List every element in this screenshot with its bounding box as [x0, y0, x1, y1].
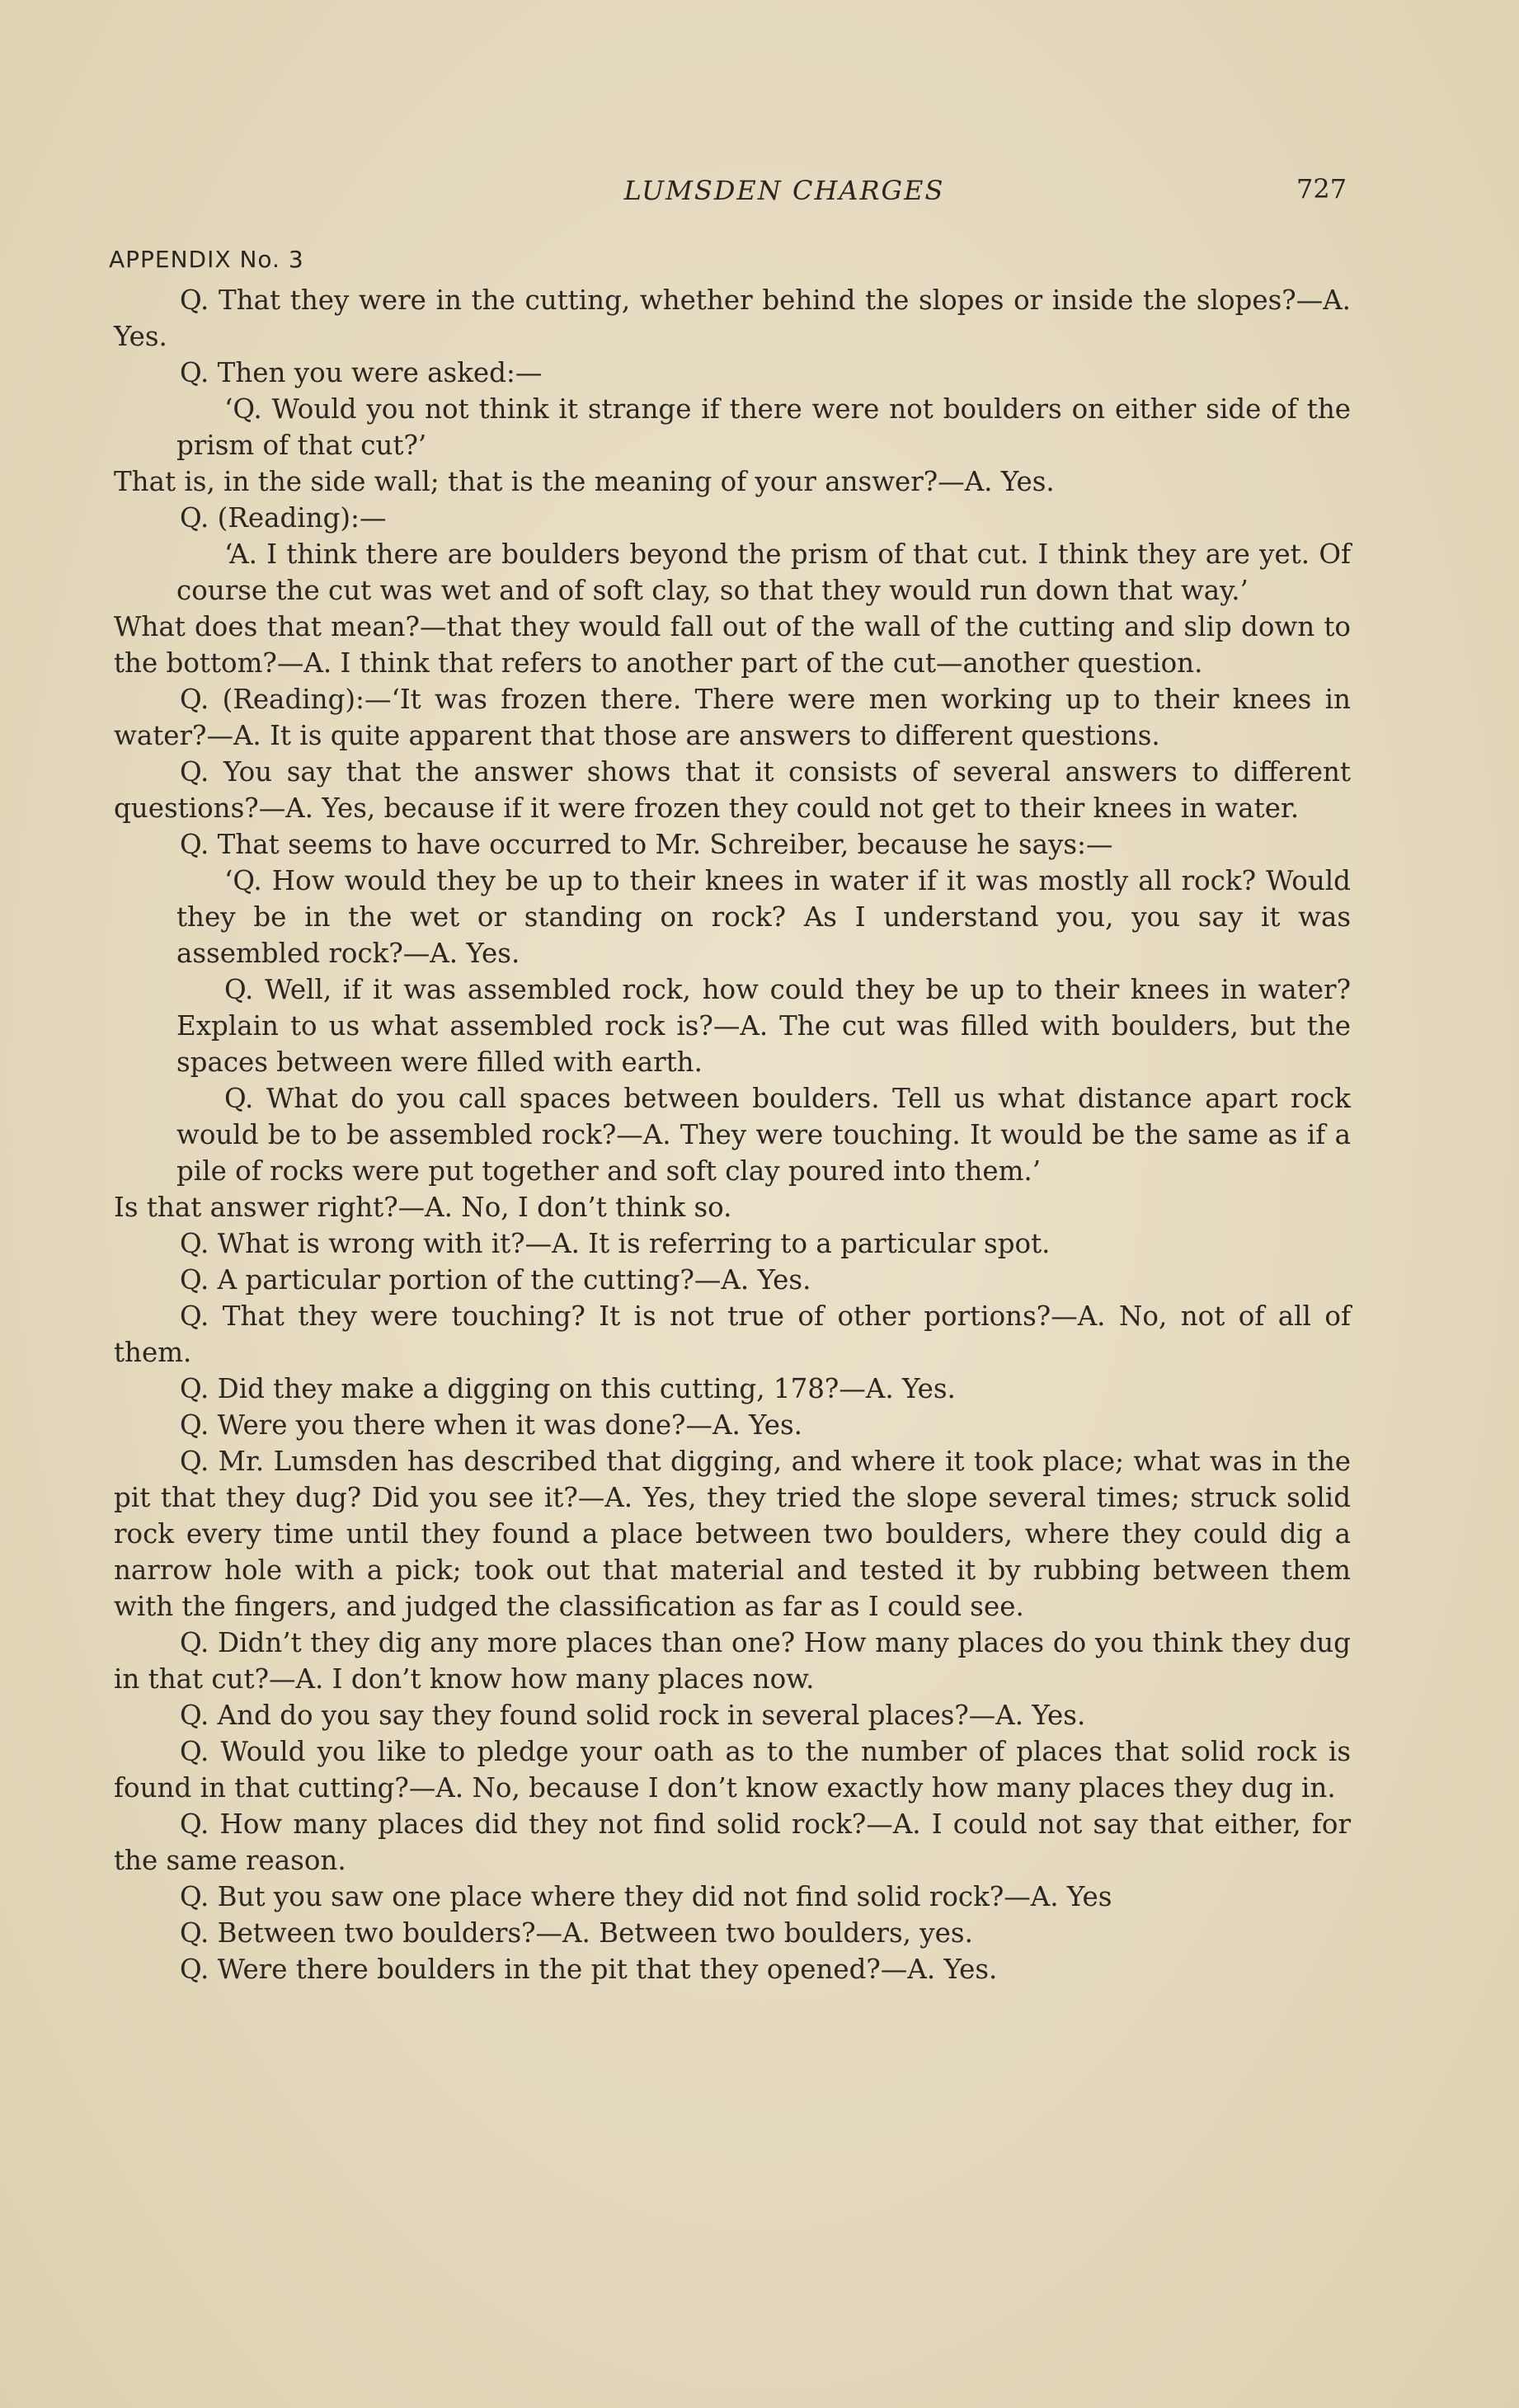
quoted-paragraph: Q. What do you call spaces between boulders. Tell us what distance apart rock would be to be assembled rock?—A. They were touching. It would be the same as if a pile of rocks were put together and soft clay poured into them.’	[176, 1083, 1351, 1187]
paragraph: Q. Did they make a digging on this cutting, 178?—A. Yes.	[180, 1373, 956, 1404]
paragraph: What does that mean?—that they would fall out of the wall of the cutting and slip down to the bottom?—A. I think that refers to another part of the cut—another question.	[114, 611, 1351, 679]
paragraph: Q. Then you were asked:—	[180, 357, 543, 388]
paragraph: Is that answer right?—A. No, I don’t think so.	[114, 1192, 732, 1223]
paragraph: Q. And do you say they found solid rock in several places?—A. Yes.	[180, 1700, 1086, 1731]
paragraph: Q. A particular portion of the cutting?—A. Yes.	[180, 1264, 811, 1296]
paragraph: Q. Were you there when it was done?—A. Yes.	[180, 1409, 802, 1441]
paragraph: Q. Between two boulders?—A. Between two boulders, yes.	[180, 1917, 973, 1949]
quoted-paragraph: Q. Well, if it was assembled rock, how could they be up to their knees in water? Explain to us what assembled rock is?—A. The cut was filled with boulders, but the spaces between were filled with earth.	[176, 974, 1351, 1078]
paragraph: Q. Would you like to pledge your oath as to the number of places that solid rock is found in that cutting?—A. No, because I don’t know exactly how many places they dug in.	[114, 1736, 1351, 1804]
paragraph: Q. That they were touching? It is not true of other portions?—A. No, not of all of them.	[114, 1300, 1351, 1368]
running-head: LUMSDEN CHARGES	[623, 175, 945, 206]
paragraph: Q. What is wrong with it?—A. It is referring to a particular spot.	[180, 1228, 1051, 1259]
page-number: 727	[1296, 173, 1347, 205]
paragraph: Q. But you saw one place where they did not find solid rock?—A. Yes	[180, 1881, 1112, 1912]
paragraph: Q. (Reading):—	[180, 502, 387, 534]
quoted-paragraph: ‘A. I think there are boulders beyond the prism of that cut. I think they are yet. Of course the cut was wet and of soft clay, so that they would run down that way.’	[176, 539, 1351, 606]
paragraph: Q. Didn’t they dig any more places than one? How many places do you think they dug in that cut?—A. I don’t know how many places now.	[114, 1627, 1351, 1695]
quoted-paragraph: ‘Q. How would they be up to their knees in water if it was mostly all rock? Would they be in the wet or standing on rock? As I understand you, you say it was assembled rock?—A. Yes.	[176, 865, 1351, 969]
paragraph: Q. That seems to have occurred to Mr. Schreiber, because he says:—	[180, 829, 1113, 860]
appendix-label: APPENDIX No. 3	[109, 246, 304, 273]
paragraph: Q. Mr. Lumsden has described that digging, and where it took place; what was in the pit that they dug? Did you see it?—A. Yes, they tried the slope several times; struck solid rock every time until they found a place between two boulders, where they could dig a narrow hole with a pick; took out that material and tested it by rubbing between them with the fingers, and judged the classification as far as I could see.	[114, 1446, 1351, 1622]
paragraph: Q. How many places did they not find solid rock?—A. I could not say that either, for the same reason.	[114, 1808, 1351, 1876]
paragraph: Q. That they were in the cutting, whether behind the slopes or inside the slopes?—A. Yes.	[114, 285, 1351, 352]
quoted-paragraph: ‘Q. Would you not think it strange if there were not boulders on either side of the prism of that cut?’	[176, 393, 1351, 461]
paragraph: That is, in the side wall; that is the meaning of your answer?—A. Yes.	[114, 466, 1055, 497]
paragraph: Q. Were there boulders in the pit that they opened?—A. Yes.	[180, 1954, 998, 1985]
paragraph: Q. You say that the answer shows that it consists of several answers to different questions?—A. Yes, because if it were frozen they could not get to their knees in water.	[114, 756, 1351, 824]
paragraph: Q. (Reading):—‘It was frozen there. There were men working up to their knees in water?—A. It is quite apparent that those are answers to different questions.	[114, 684, 1351, 751]
body-text	[114, 282, 1351, 1987]
